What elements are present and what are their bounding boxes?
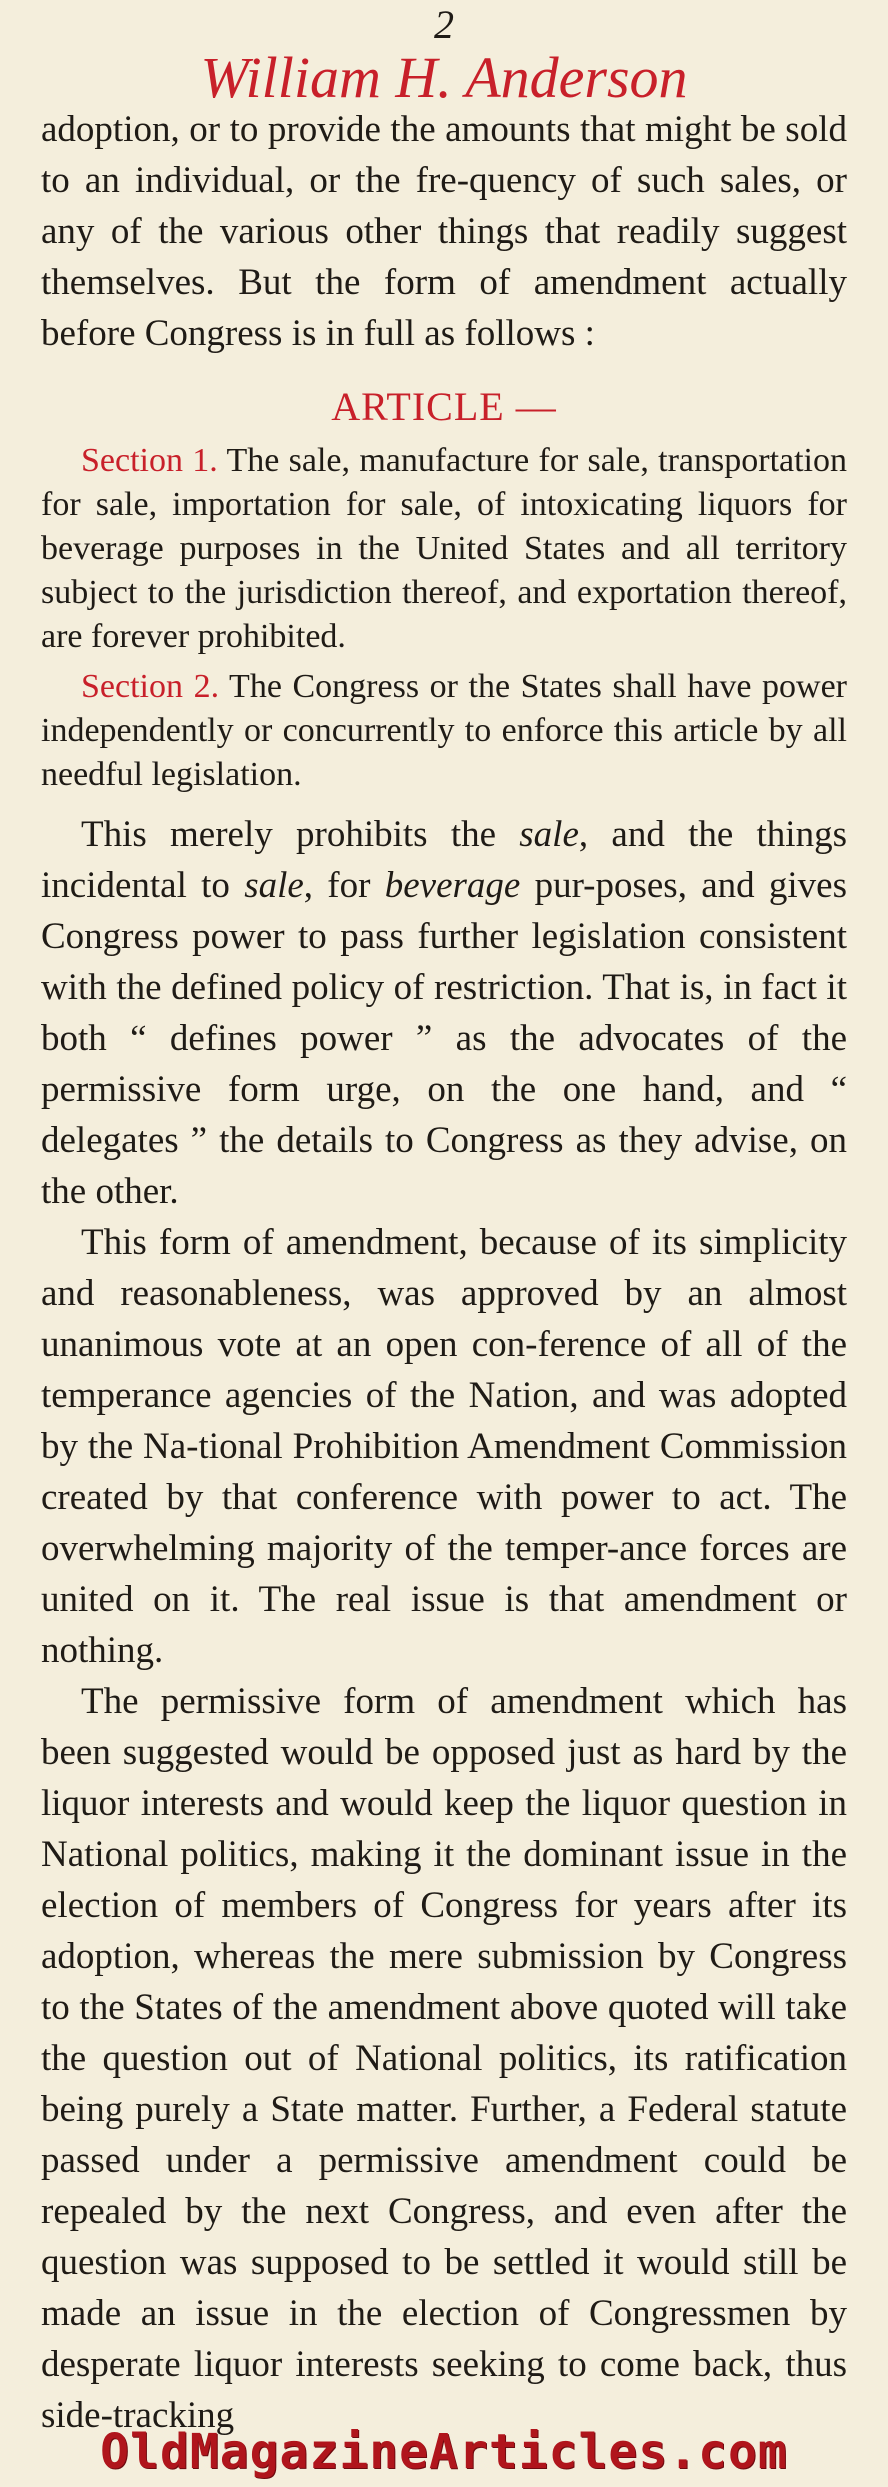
amendment-article-heading: ARTICLE — (331, 384, 557, 429)
para2-sale-italic-1: sale (519, 814, 579, 855)
para2-beverage-italic: beverage (384, 865, 521, 906)
page-number: 2 (434, 2, 454, 47)
para2-part-a: This merely prohibits the (81, 814, 520, 855)
section-2-text: The Congress or the States shall have power independently or concurrently to enforce this article by all needful legislation. (41, 668, 847, 793)
author-heading: William H. Anderson (200, 45, 688, 110)
section-2 (41, 665, 847, 797)
article-column (41, 104, 847, 2441)
paragraph-permissive-form: The permissive form of amendment which has been suggested would be opposed just as hard by the liquor interests and would keep the liquor question in National politics, making it the dominant issue in the election of members of Congress for years after its adoption, whereas the mere submission by Congress to the States of the amendment above quoted will take the question out of National politics, its ratification being purely a State matter. Further, a Federal statute passed under a permissive amendment could be repealed by the next Congress, and even after the question was supposed to be settled it would still be made an issue in the election of Congressmen by desperate liquor interests seeking to come back, thus side-tracking (41, 1681, 847, 2436)
paragraph-intro: adoption, or to provide the amounts that might be sold to an individual, or the fre-quency of such sales, or any of the various other things that readily suggest themselves. But the form of amendment actually before Congress is in full as follows : (41, 109, 847, 354)
paragraph-prohibits-sale (41, 809, 847, 1217)
para2-part-d: pur-poses, and gives Congress power to pass further legislation consistent with the defined policy of restriction. That is, in fact it both “ defines power ” as the advocates of the permissive form urge, on the one hand, and “ delegates ” the details to Congress as they advise, on the other. (41, 865, 847, 1212)
paragraph-form-of-amendment: This form of amendment, because of its simplicity and reasonableness, was approved by an almost unanimous vote at an open con-ference of all of the temperance agencies of the Nation, and was adopted by the Na-tional Prohibition Amendment Commission created by that conference with power to act. The overwhelming majority of the temper-ance forces are united on it. The real issue is that amendment or nothing. (41, 1222, 847, 1671)
section-2-label: Section 2. (81, 668, 220, 705)
site-watermark: OldMagazineArticles.com (100, 2424, 788, 2480)
section-1-text: The sale, manufacture for sale, transportation for sale, importation for sale, of intoxicating liquors for beverage purposes in the United States and all territory subject to the jurisdiction thereof, and exportation thereof, are forever prohibited. (41, 442, 847, 655)
para2-part-b: , and the things incidental to (41, 814, 847, 906)
section-1 (41, 439, 847, 659)
section-1-label: Section 1. (81, 442, 218, 479)
para2-part-c: , for (303, 865, 385, 906)
para2-sale-italic-2: sale (244, 865, 304, 906)
